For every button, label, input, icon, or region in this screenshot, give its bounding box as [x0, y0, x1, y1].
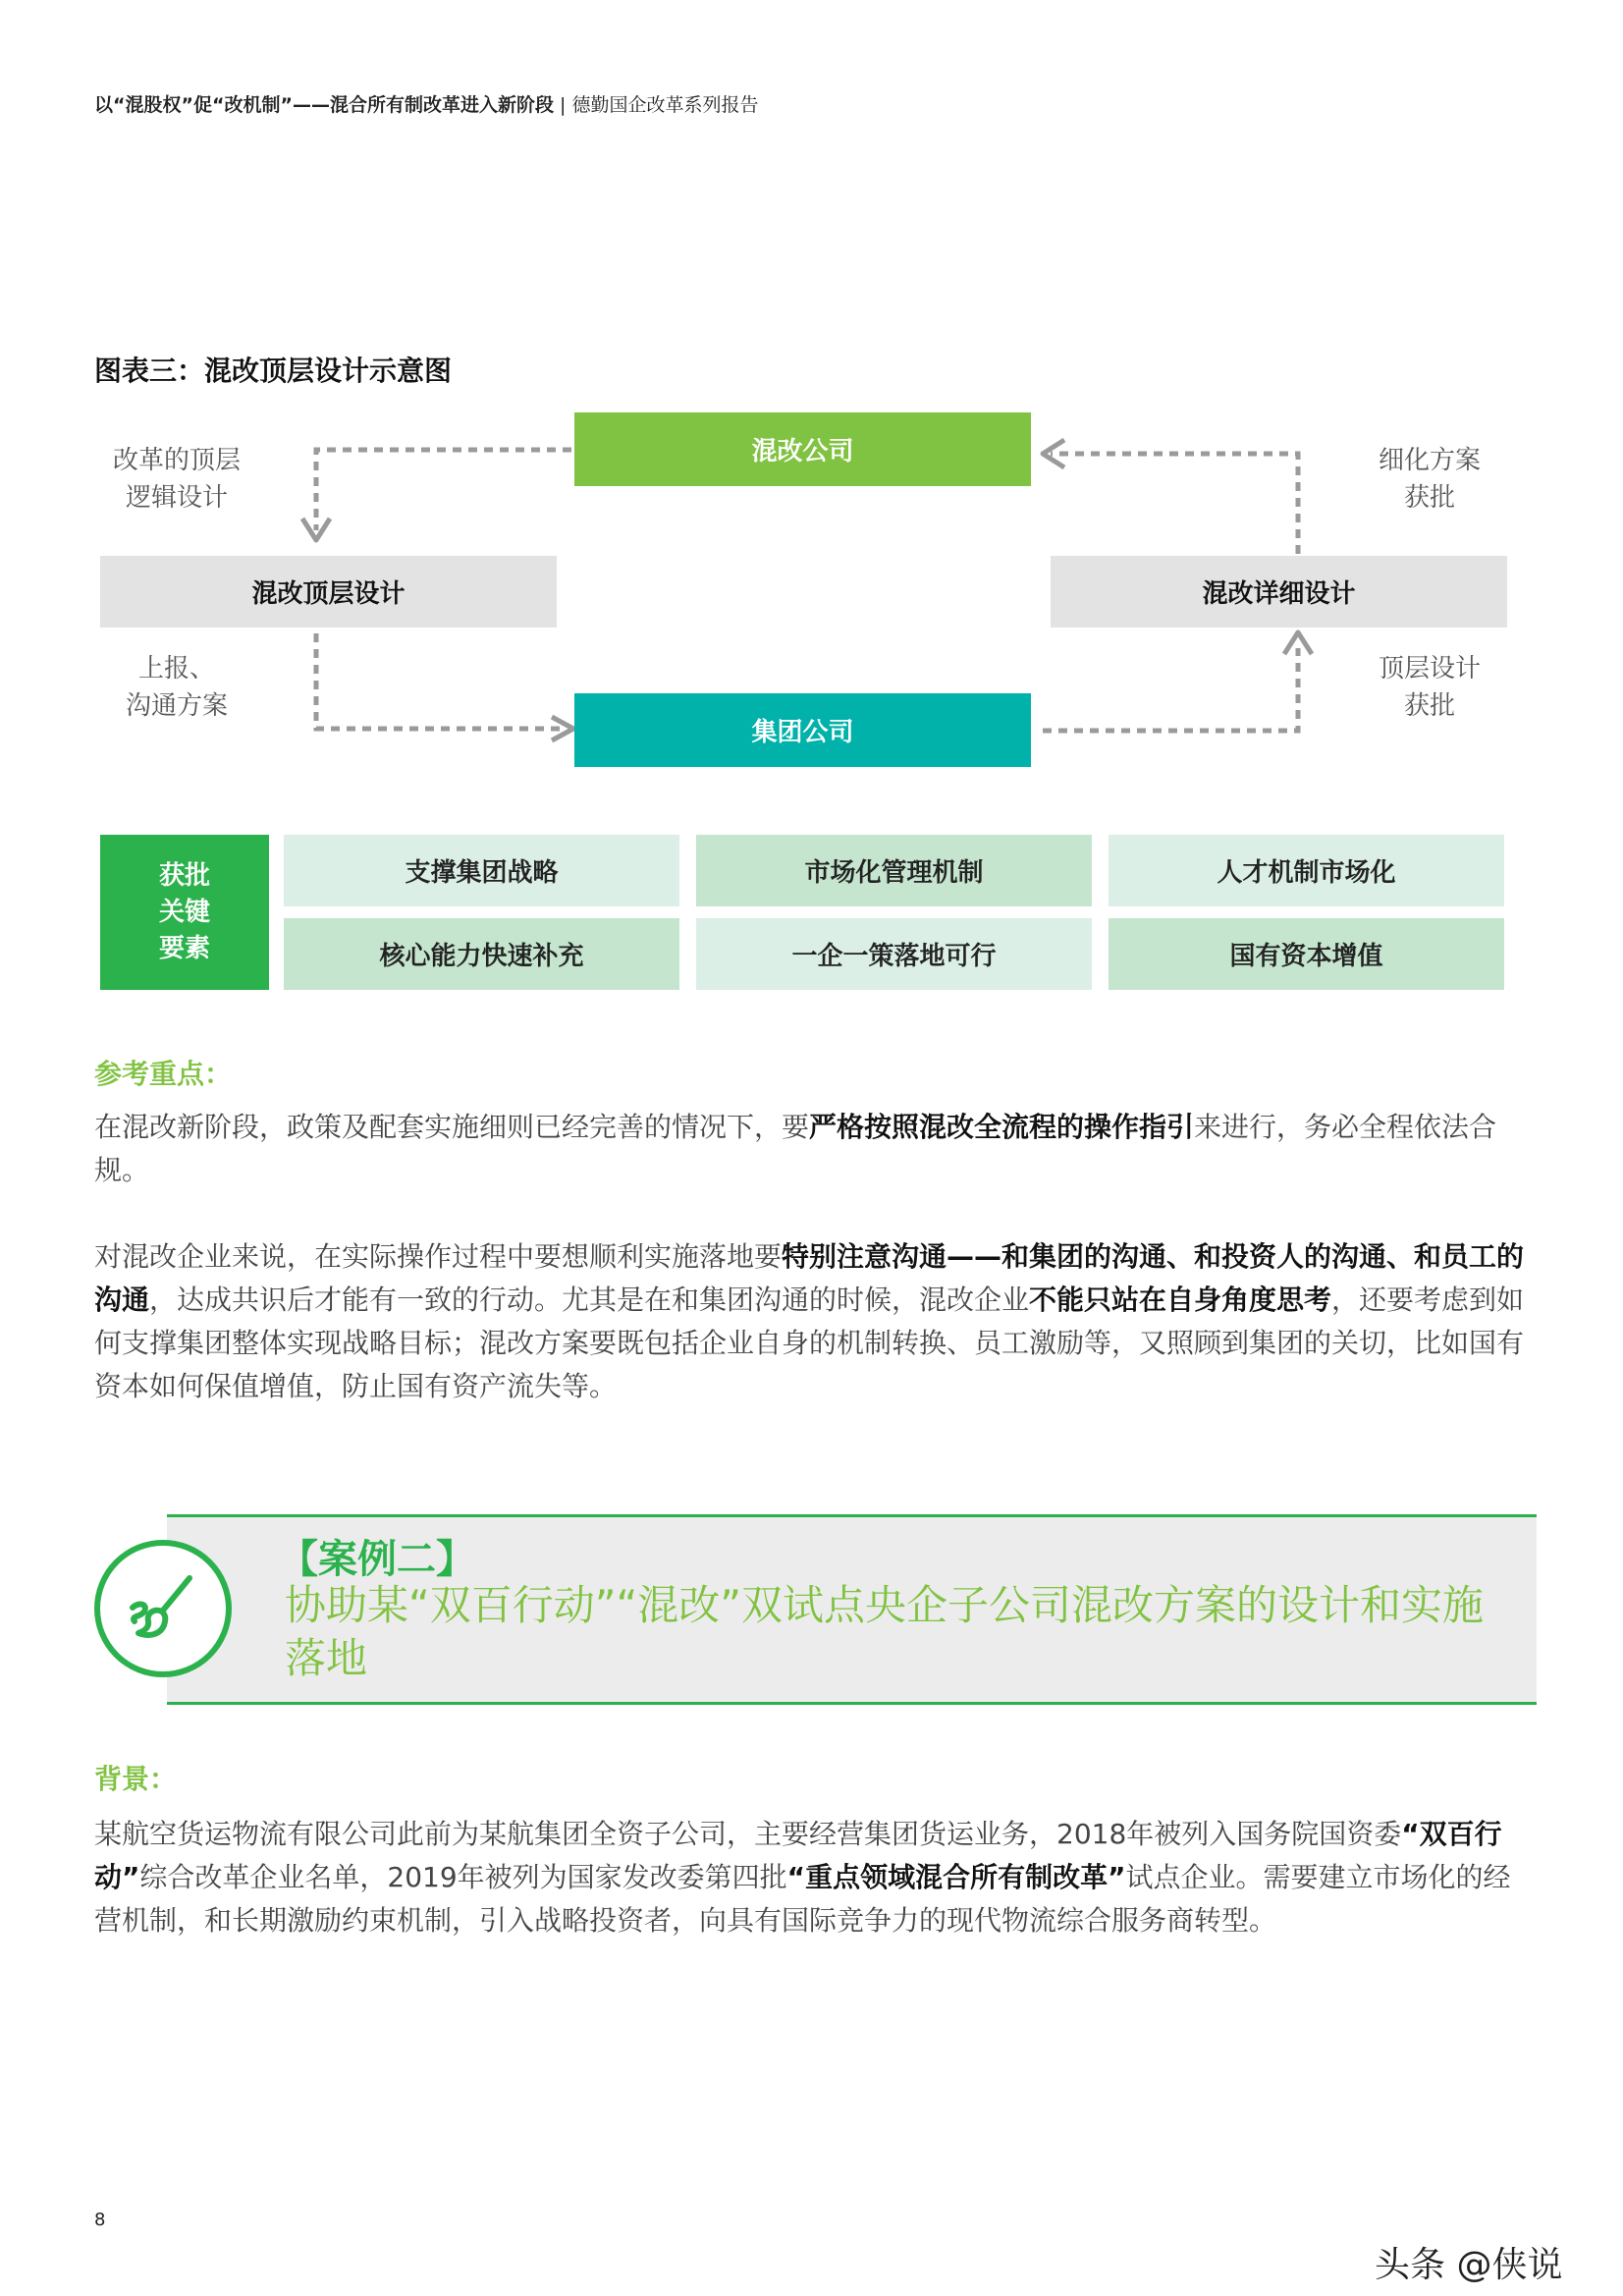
arrow-left-to-bottom: [316, 633, 562, 729]
background-heading: 背景：: [94, 1763, 178, 1795]
header-series: 德勤国企改革系列报告: [571, 94, 759, 116]
label-top-left: 改革的顶层 逻辑设计: [112, 446, 241, 513]
brush-icon: [94, 1540, 232, 1677]
label-top-right: 细化方案 获批: [1378, 446, 1481, 513]
key-factor-cell: 支撑集团战略: [284, 835, 679, 906]
page-number: 8: [94, 2210, 106, 2230]
box-top-level-design: 混改顶层设计: [100, 556, 557, 628]
figure-title: 图表三：混改顶层设计示意图: [94, 355, 453, 387]
reference-heading: 参考重点：: [94, 1058, 233, 1090]
key-factor-cell: 核心能力快速补充: [284, 918, 679, 990]
reference-paragraph-2: 对混改企业来说，在实际操作过程中要想顺利实施落地要特别注意沟通——和集团的沟通、和投资人的沟通、和员工的沟通，达成共识后才能有一致的行动。尤其是在和集团沟通的时候，混改企业不能只站在自身角度思考，还要考虑到如何支撑集团整体实现战略目标；混改方案要既包括企业自身的机制转换、员工激励等，又照顾到集团的关切，比如国有资本如何保值增值，防止国有资产流失等。: [94, 1240, 1525, 1402]
arrow-bottom-to-right: [1043, 648, 1298, 731]
key-factors-title: 获批 关键 要素: [100, 835, 269, 990]
key-factor-cell: 一企一策落地可行: [696, 918, 1092, 990]
key-factor-cell: 市场化管理机制: [696, 835, 1092, 906]
arrow-right-to-top: [1051, 454, 1298, 554]
case-label: 【案例二】: [279, 1537, 475, 1582]
background-paragraph: 某航空货运物流有限公司此前为某航集团全资子公司，主要经营集团货运业务，2018年被列入国务院国资委“双百行动”综合改革企业名单，2019年被列为国家发改委第四批“重点领域混合所有制改革”试点企业。需要建立市场化的经营机制，和长期激励约束机制，引入战略投资者，向具有国际竞争力的现代物流综合服务商转型。: [94, 1818, 1511, 1937]
box-mixed-reform-company: 混改公司: [574, 412, 1031, 486]
watermark: 头条 @侠说: [1375, 2245, 1563, 2285]
box-detailed-design: 混改详细设计: [1051, 556, 1507, 628]
arrow-top-to-left: [316, 450, 571, 530]
reference-paragraph-1: 在混改新阶段，政策及配套实施细则已经完善的情况下，要严格按照混改全流程的操作指引来进行，务必全程依法合规。: [94, 1111, 1497, 1186]
box-group-company: 集团公司: [574, 693, 1031, 767]
header-separator: |: [560, 94, 567, 116]
label-bottom-left: 上报、 沟通方案: [125, 654, 228, 721]
label-bottom-right: 顶层设计 获批: [1378, 654, 1481, 721]
case-title: 协助某“双百行动”“混改”双试点央企子公司混改方案的设计和实施落地: [285, 1581, 1485, 1682]
key-factor-cell: 人才机制市场化: [1109, 835, 1504, 906]
header-title: 以“混股权”促“改机制”——混合所有制改革进入新阶段: [94, 94, 554, 116]
key-factor-cell: 国有资本增值: [1109, 918, 1504, 990]
